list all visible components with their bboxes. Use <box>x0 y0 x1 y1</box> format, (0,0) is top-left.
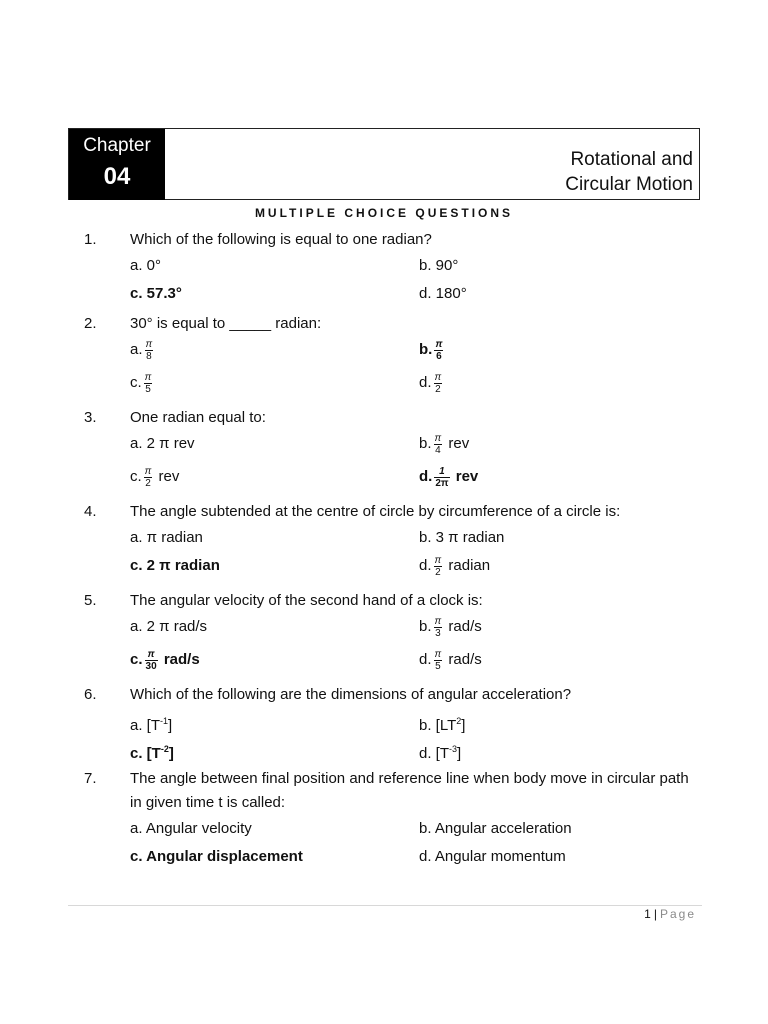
option-d: d. 180° <box>419 285 467 302</box>
question-text: 30° is equal to _____ radian: <box>130 315 322 332</box>
chapter-number: 04 <box>103 163 131 190</box>
question-number: 7. <box>84 770 97 787</box>
chapter-header <box>68 128 700 200</box>
question-text: Which of the following is equal to one radian? <box>130 231 432 248</box>
question-2 <box>84 312 704 402</box>
options <box>130 815 704 871</box>
question-text: Which of the following are the dimensions of angular acceleration? <box>130 686 572 703</box>
question-1 <box>84 228 704 308</box>
option-d: d. $\frac{\pi}{5}$ rad/s <box>419 648 482 672</box>
options <box>130 252 704 308</box>
option-a: a. 2 π rev <box>130 435 195 452</box>
option-c: c. $\frac{\pi}{5}$ <box>130 371 152 395</box>
chapter-word: Chapter <box>83 135 151 156</box>
chapter-badge <box>69 129 165 200</box>
page-footer <box>644 907 696 921</box>
options <box>130 524 704 585</box>
option-b: b. $\frac{\pi}{3}$ rad/s <box>419 615 482 639</box>
option-d-answer: d. $\frac{1}{2\pi}$ rev <box>419 465 479 489</box>
option-c-answer: c. $\frac{\pi}{30}$ rad/s <box>130 648 200 672</box>
footer-divider <box>68 905 702 906</box>
option-a: a. $[T^{-1}]$ <box>130 716 173 734</box>
chapter-title-line-2: Circular Motion <box>565 174 693 195</box>
options <box>130 336 704 402</box>
question-text: The angle subtended at the centre of circle by circumference of a circle is: <box>130 503 621 520</box>
question-3 <box>84 406 704 496</box>
chapter-title-line-1: Rotational and <box>570 149 693 170</box>
question-number: 5. <box>84 592 97 609</box>
option-a: a. Angular velocity <box>130 820 252 837</box>
question-number: 3. <box>84 409 97 426</box>
section-heading: MULTIPLE CHOICE QUESTIONS <box>254 206 514 220</box>
option-c-answer: c. 57.3° <box>130 285 182 302</box>
option-d: d. $\frac{\pi}{2}$ radian <box>419 554 491 578</box>
chapter-title <box>565 147 693 197</box>
page-word: Page <box>659 907 696 921</box>
question-4 <box>84 500 704 585</box>
question-5 <box>84 589 704 679</box>
question-text: The angular velocity of the second hand of a clock is: <box>130 592 483 609</box>
option-a: a. π radian <box>130 529 203 546</box>
option-b: b. 90° <box>419 257 459 274</box>
option-b: b. $[LT^2]$ <box>419 716 466 734</box>
option-b-answer: b. $\frac{\pi}{6}$ <box>419 338 443 362</box>
option-c: c. $\frac{\pi}{2}$ rev <box>130 465 180 489</box>
question-7 <box>84 767 704 871</box>
option-d: d. $[T^{-3}]$ <box>419 744 462 762</box>
page-number: 1 <box>644 907 651 921</box>
option-b: b. $\frac{\pi}{4}$ rev <box>419 432 470 456</box>
option-c-answer: c. 2 π radian <box>130 557 220 574</box>
question-number: 6. <box>84 686 97 703</box>
options <box>130 707 704 763</box>
question-text: The angle between final position and reference line when body move in circular path in given time t is called: <box>130 770 689 811</box>
footer-separator: | <box>653 907 657 921</box>
option-d: d. Angular momentum <box>419 848 566 865</box>
question-text: One radian equal to: <box>130 409 266 426</box>
question-number: 1. <box>84 231 97 248</box>
option-b: b. Angular acceleration <box>419 820 572 837</box>
option-a: a. $\frac{\pi}{8}$ <box>130 338 153 362</box>
option-b: b. 3 π radian <box>419 529 505 546</box>
question-number: 2. <box>84 315 97 332</box>
option-a: a. 0° <box>130 257 162 274</box>
option-c-answer: c. $[T^{-2}]$ <box>130 744 174 762</box>
question-number: 4. <box>84 503 97 520</box>
question-6 <box>84 683 704 763</box>
options <box>130 430 704 496</box>
question-list <box>84 228 704 875</box>
option-c-answer: c. Angular displacement <box>130 848 303 865</box>
option-d: d. $\frac{\pi}{2}$ <box>419 371 442 395</box>
options <box>130 613 704 679</box>
option-a: a. 2 π rad/s <box>130 618 208 635</box>
